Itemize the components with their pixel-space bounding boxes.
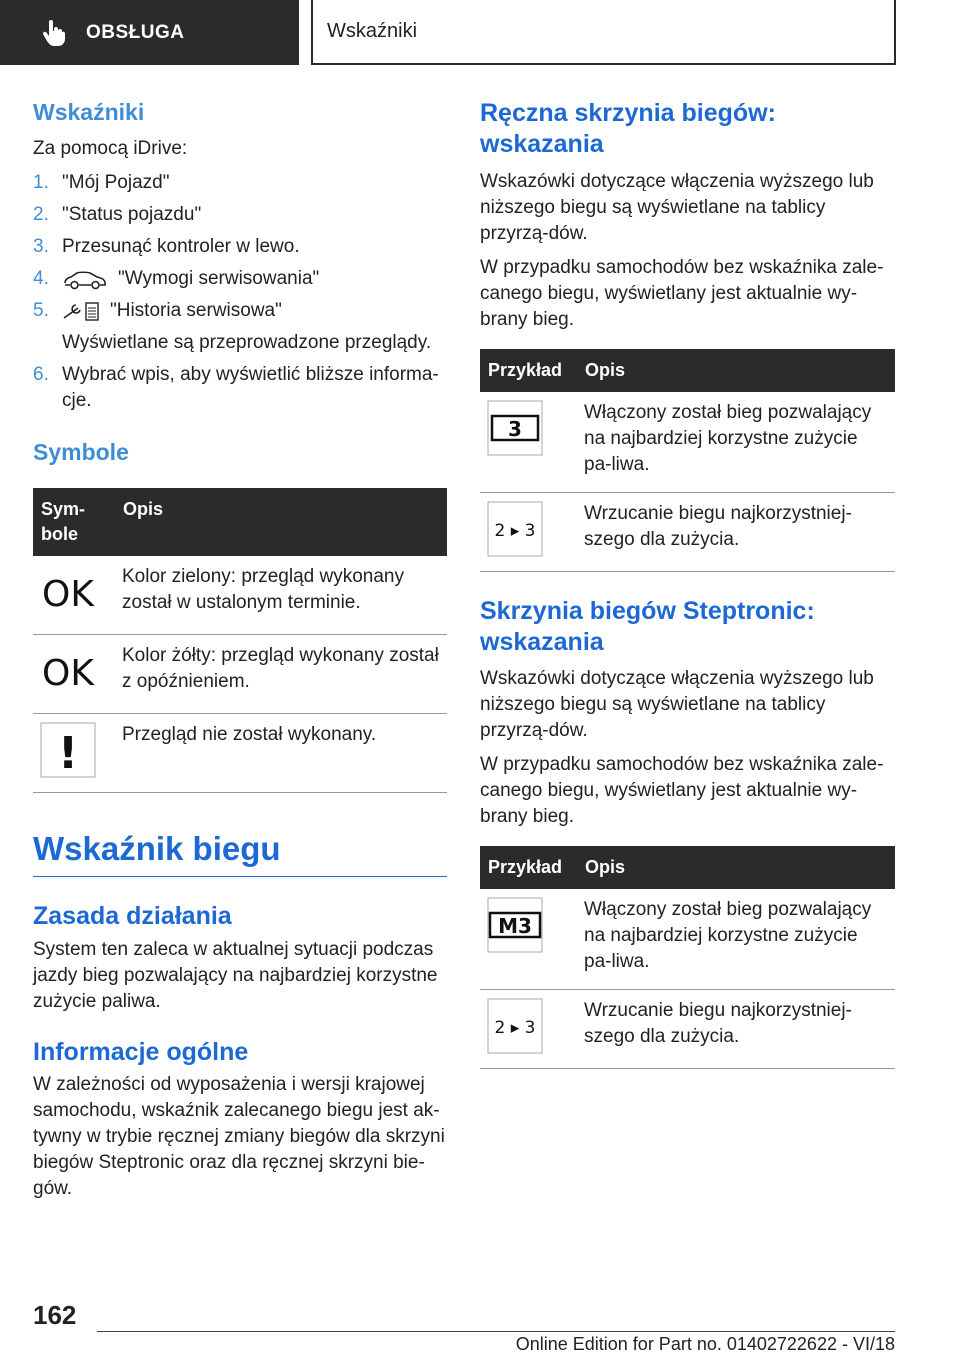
left-column <box>33 98 447 1202</box>
list-item: 3. Przesunąć kontroler w lewo. <box>33 235 300 257</box>
svg-text:2 ▸ 3: 2 ▸ 3 <box>494 520 536 541</box>
symbols-heading: Symbole <box>33 438 129 465</box>
list-item: 2. "Status pojazdu" <box>33 203 202 225</box>
example-col-header: Przykład <box>480 846 577 889</box>
steptronic-gear-table <box>480 846 895 1069</box>
gear-3-display-icon <box>487 400 543 456</box>
chapter-title-bar <box>311 0 896 65</box>
table-row: 2 ▸ 3 Wrzucanie biegu najkorzystniej-szego dla zużycia. <box>480 990 895 1069</box>
principle-heading: Zasada działania <box>33 902 232 931</box>
steptronic-heading: Skrzynia biegów Steptronic: wskazania <box>480 596 815 656</box>
svg-text:M3: M3 <box>498 914 532 938</box>
example-col-header: Przykład <box>480 349 577 392</box>
table-row: OK Kolor zielony: przegląd wykonany został w ustalonym terminie. <box>33 556 447 635</box>
list-item: 6. Wybrać wpis, aby wyświetlić bliższe informa-cje. <box>33 363 439 411</box>
svg-text:3: 3 <box>508 416 522 441</box>
footer-divider <box>97 1331 895 1332</box>
svg-text:OK: OK <box>42 652 94 694</box>
page-number: 162 <box>33 1300 77 1330</box>
right-column <box>480 98 895 1069</box>
shift-up-2-to-3-icon <box>487 501 543 557</box>
manual-gearbox-heading: Ręczna skrzynia biegów: wskazania <box>480 99 776 159</box>
service-history-icon <box>62 300 100 322</box>
symbols-col-header: Sym-bole <box>33 488 115 556</box>
steptronic-text-2: W przypadku samochodów bez wskaźnika zale-canego biegu, wyświetlany jest aktualnie wy-brany bieg. <box>480 754 884 827</box>
section-title: OBSŁUGA <box>86 21 185 43</box>
chapter-title: Wskaźniki <box>327 20 418 42</box>
table-row: 2 ▸ 3 Wrzucanie biegu najkorzystniej-szego dla zużycia. <box>480 492 895 571</box>
general-info-heading: Informacje ogólne <box>33 1037 249 1066</box>
car-icon <box>62 268 108 290</box>
svg-text:OK: OK <box>42 573 94 615</box>
table-row: ! Przegląd nie został wykonany. <box>33 713 447 792</box>
manual-text-2: W przypadku samochodów bez wskaźnika zale-canego biegu, wyświetlany jest aktualnie wy-brany bieg. <box>480 256 884 330</box>
list-item: 4. "Wymogi serwisowania" <box>33 267 320 289</box>
list-item: 5. "Historia serwisowa" Wyświetlane są przeprowadzone przeglądy. <box>33 298 447 356</box>
steps-list <box>33 170 447 414</box>
symbols-table <box>33 488 447 793</box>
indicators-heading: Wskaźniki <box>33 99 145 125</box>
step-note: Wyświetlane są przeprowadzone przeglądy. <box>62 331 432 353</box>
gear-indicator-heading: Wskaźnik biegu <box>33 829 447 878</box>
section-tab <box>0 0 299 65</box>
list-item: 1. "Mój Pojazd" <box>33 171 170 193</box>
steptronic-text-1: Wskazówki dotyczące włączenia wyższego lub niższego biegu są wyświetlane na tablicy przyrzą-dów. <box>480 668 874 741</box>
intro-text: Za pomocą iDrive: <box>33 137 188 159</box>
general-info-text: W zależności od wyposażenia i wersji krajowej samochodu, wskaźnik zalecanego biegu jest ak-tywny w trybie ręcznej zmiany biegów dla skrzyni biegów Steptronic oraz dla ręcznej skrzyni bie-gów. <box>33 1073 445 1199</box>
edition-footer: Online Edition for Part no. 01402722622 - VI/18 <box>515 1334 895 1354</box>
warning-exclamation-icon <box>40 722 96 778</box>
description-col-header: Opis <box>115 488 447 556</box>
table-row: M3 Włączony został bieg pozwalający na najbardziej korzystne zużycie pa-liwa. <box>480 889 895 990</box>
gear-m3-display-icon <box>487 897 543 953</box>
table-row: OK Kolor żółty: przegląd wykonany został z opóźnieniem. <box>33 634 447 713</box>
manual-gear-table <box>480 349 895 572</box>
ok-green-symbol <box>40 564 96 620</box>
svg-text:2 ▸ 3: 2 ▸ 3 <box>494 1018 536 1038</box>
description-col-header: Opis <box>577 349 895 392</box>
manual-text-1: Wskazówki dotyczące włączenia wyższego lub niższego biegu są wyświetlane na tablicy przyrzą-dów. <box>480 170 874 244</box>
table-row: 3 Włączony został bieg pozwalający na najbardziej korzystne zużycie pa-liwa. <box>480 392 895 493</box>
principle-text: System ten zaleca w aktualnej sytuacji podczas jazdy bieg pozwalający na najbardziej korzystne zużycie paliwa. <box>33 938 438 1012</box>
hand-pointer-icon <box>42 20 66 46</box>
ok-yellow-symbol <box>40 643 96 699</box>
description-col-header: Opis <box>577 846 895 889</box>
svg-text:!: ! <box>57 727 79 778</box>
shift-up-2-to-3-icon <box>487 998 543 1054</box>
